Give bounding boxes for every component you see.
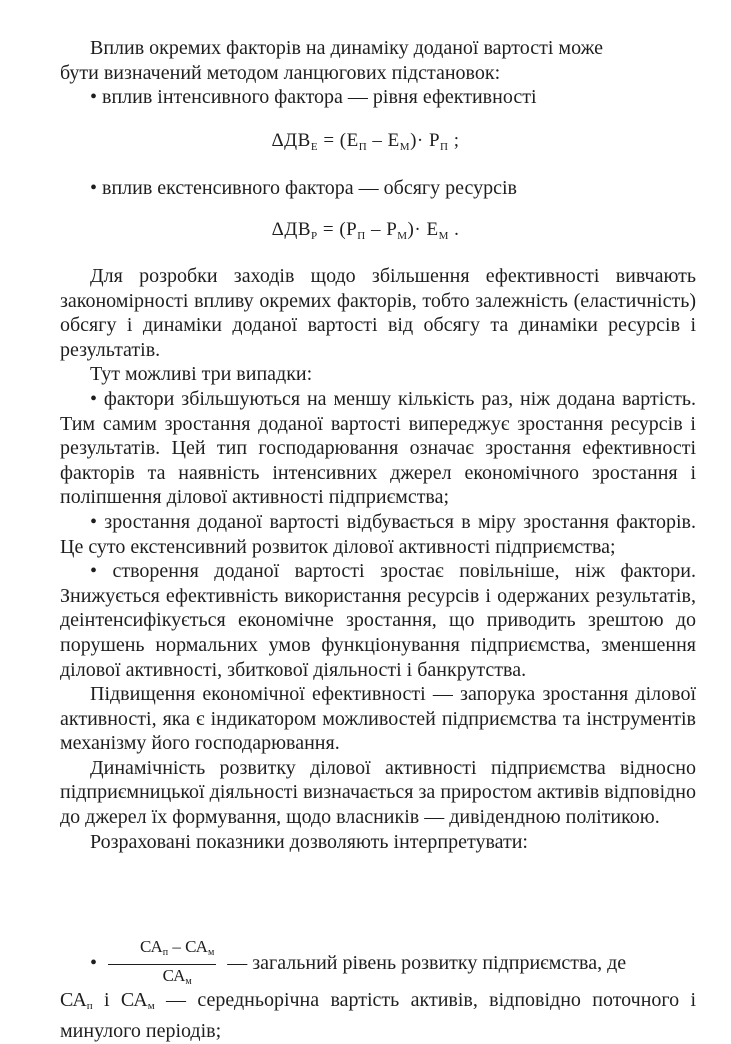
three-cases-line: Тут можливі три випадки: (90, 363, 313, 386)
case-3: • створення доданої вартості зростає повільніше, ніж фактори. Знижується ефективність використання ресурсів і одержаних результатів, деінтенсифікується економічне зростання, що приводить зрештою до порушень нормальних умов функціонування підприємства, зменшення ділової активності, збиткової діяльності і банкрутства. (60, 560, 696, 681)
formula-extensive: $\Delta ДВ_Р = (Р_П - Р_М)\cdot Е_М$ . (271, 219, 460, 242)
dynamics-paragraph: Динамічність розвитку ділової активності підприємства відносно підприємницької діяльності визначається за приростом активів відповідно до джерел їх формування, щодо власників — дивідендною політикою. (60, 756, 696, 829)
intro-line-1: Вплив окремих факторів на динаміку доданої вартості може (90, 37, 604, 59)
formula-intensive: $\Delta ДВ_Е = (Е_П - Е_М)\cdot Р_П$ ; (271, 130, 460, 153)
efficiency-paragraph: Підвищення економічної ефективності — запорука зростання ділової активності, яка є індикатором можливостей підприємства та інструментів механізму його господарювання. (60, 683, 696, 755)
indicators-line: Розраховані показники дозволяють інтерпретувати: (90, 830, 528, 853)
intro-line-2: бути визначений методом ланцюгових підстановок: (60, 61, 501, 84)
fraction-numerator: $СА_п - СА_м$ (108, 936, 216, 965)
bullet-dot: • (90, 952, 98, 975)
fraction-explanation: — загальний рівень розвитку підприємства, де (222, 952, 627, 975)
bullet-extensive-block (60, 176, 696, 201)
growth-fraction (108, 936, 216, 993)
case-2: • зростання доданої вартості відбувається в міру зростання факторів. Це суто екстенсивний розвиток ділової активності підприємства; (60, 510, 696, 558)
bullet-extensive: • вплив екстенсивного фактора — обсягу ресурсів (90, 177, 517, 199)
fraction-denominator: $СА_м$ (162, 966, 192, 987)
intro-paragraph (60, 36, 696, 110)
fraction-bullet (60, 936, 696, 993)
case-1: • фактори збільшуються на меншу кількість раз, ніж додана вартість. Тим самим зростання доданої вартості випереджує зростання ресурсів і результатів. Цей тип господарювання означає зростання ефективності факторів та наявність інтенсивних джерел економічного зростання і поліпшення ділової активності підприємства; (60, 387, 696, 509)
last-line-text: — середньорічна вартість активів, відповідно поточного і минулого періодів; (60, 989, 697, 1042)
main-text (60, 264, 696, 854)
last-paragraph: $СА_п$ і $СА_м$ — середньорічна вартість активів, відповідно поточного і минулого періодів; (60, 989, 697, 1042)
elasticity-paragraph: Для розробки заходів щодо збільшення ефективності вивчають закономірності впливу окремих факторів, тобто залежність (еластичність) обсягу і динаміки доданої вартості від обсягу та динаміки ресурсів і результатів. (60, 265, 696, 361)
bullet-intensive: • вплив інтенсивного фактора — рівня ефективності (90, 86, 537, 109)
